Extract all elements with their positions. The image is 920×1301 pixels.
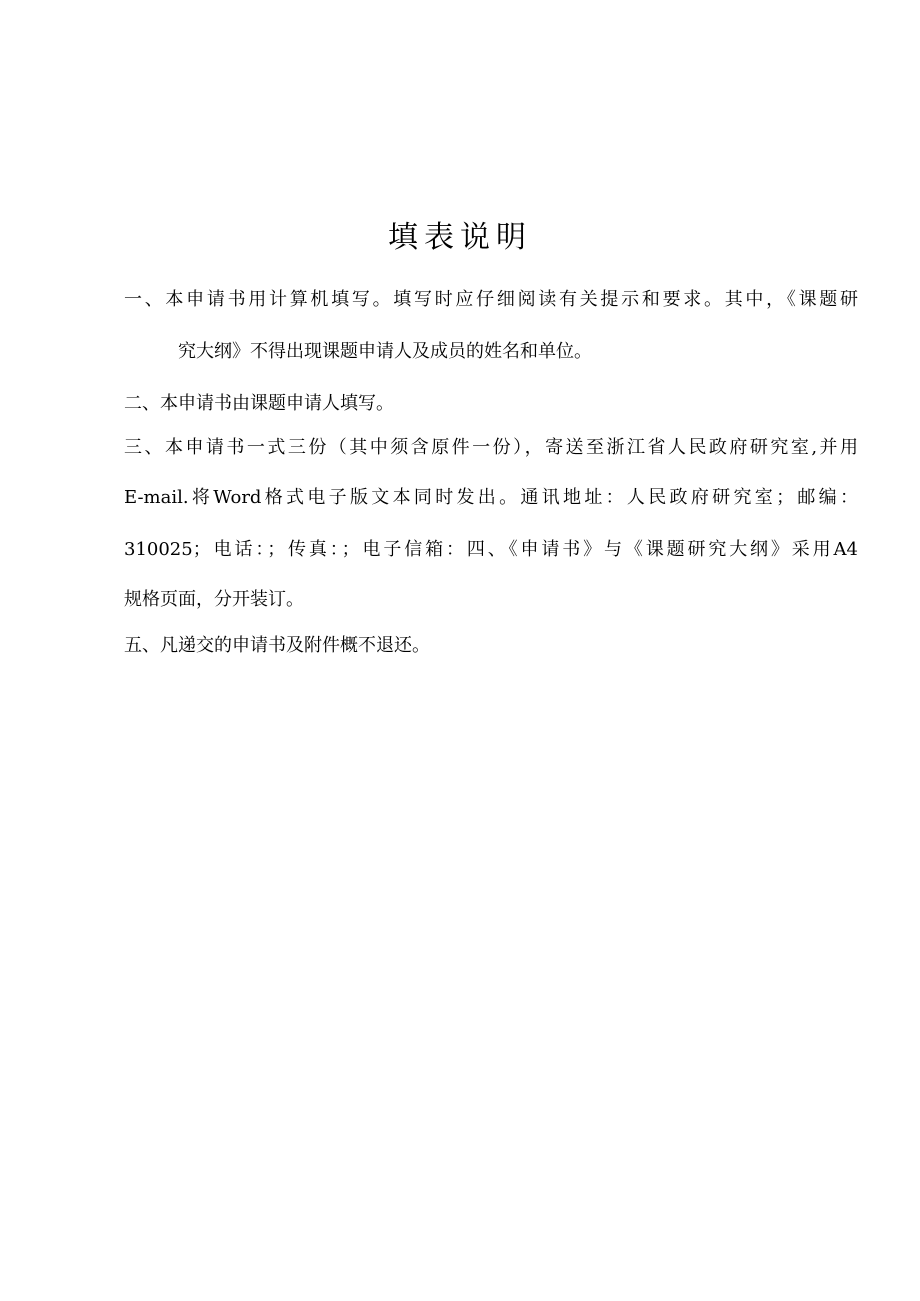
instruction-line-3: 二、本申请书由课题申请人填写。 bbox=[124, 393, 394, 414]
instruction-line-7: 规格页面，分开装订。 bbox=[124, 589, 304, 610]
instruction-line-5: E-mail.将Word格式电子版文本同时发出。通讯地址：人民政府研究室；邮编： bbox=[124, 487, 858, 508]
instruction-line-2: 究大纲》不得出现课题申请人及成员的姓名和单位。 bbox=[178, 341, 592, 362]
instruction-line-1: 一、本申请书用计算机填写。填写时应仔细阅读有关提示和要求。其中，《课题研 bbox=[124, 289, 858, 310]
instruction-line-8: 五、凡递交的申请书及附件概不退还。 bbox=[124, 635, 430, 656]
instruction-line-4: 三、本申请书一式三份（其中须含原件一份），寄送至浙江省人民政府研究室,并用 bbox=[124, 437, 858, 458]
instruction-line-6: 310025；电话：；传真：；电子信箱：四、《申请书》与《课题研究大纲》采用A4 bbox=[124, 539, 858, 560]
page-title: 填表说明 bbox=[388, 220, 532, 255]
